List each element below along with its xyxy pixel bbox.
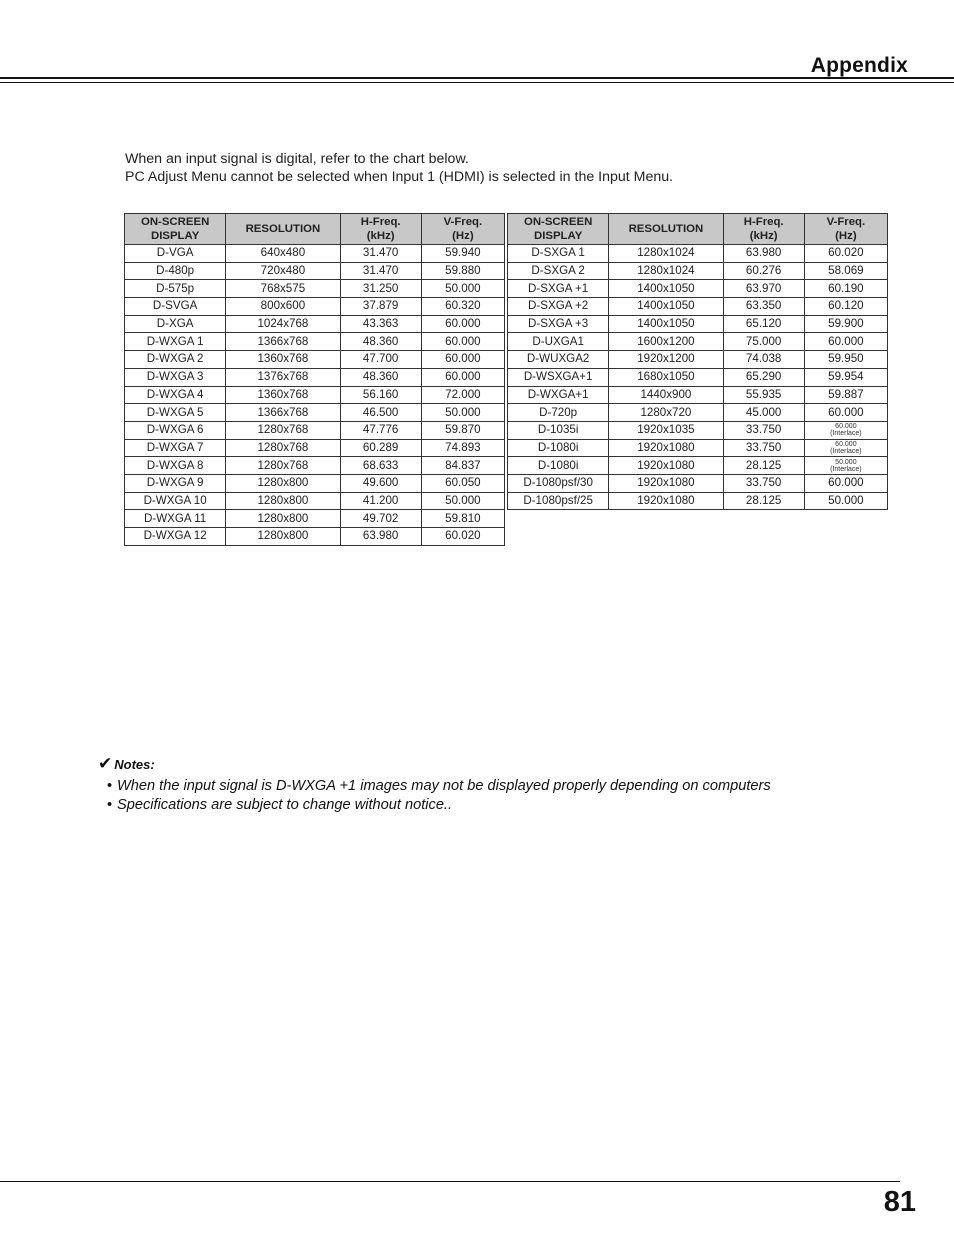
table-row — [125, 280, 505, 298]
cell-on-screen-display: D-WXGA 1 — [125, 333, 226, 351]
cell-on-screen-display: D-1080i — [508, 439, 609, 457]
cell-h-freq: 48.360 — [340, 368, 421, 386]
table-row — [125, 351, 505, 369]
cell-v-freq: 59.954 — [804, 368, 887, 386]
cell-on-screen-display: D-1035i — [508, 421, 609, 439]
cell-on-screen-display: D-SXGA +3 — [508, 315, 609, 333]
cell-resolution: 1680x1050 — [609, 368, 723, 386]
cell-h-freq: 74.038 — [723, 351, 804, 369]
table-row — [125, 474, 505, 492]
table-row — [508, 368, 888, 386]
cell-on-screen-display: D-WXGA 8 — [125, 457, 226, 475]
cell-on-screen-display: D-1080i — [508, 457, 609, 475]
cell-v-freq: 50.000 — [421, 280, 504, 298]
cell-resolution: 1920x1080 — [609, 439, 723, 457]
footer-rule — [0, 1181, 900, 1182]
notes-heading: ✔ Notes: — [98, 754, 155, 773]
cell-resolution: 1360x768 — [226, 351, 340, 369]
cell-resolution: 1280x768 — [226, 439, 340, 457]
cell-h-freq: 63.970 — [723, 280, 804, 298]
cell-resolution: 1280x768 — [226, 421, 340, 439]
table-row — [125, 298, 505, 316]
cell-on-screen-display: D-WXGA+1 — [508, 386, 609, 404]
cell-v-freq: 59.810 — [421, 510, 504, 528]
cell-on-screen-display: D-WXGA 7 — [125, 439, 226, 457]
note-item: • Specifications are subject to change without notice.. — [107, 796, 453, 813]
cell-on-screen-display: D-XGA — [125, 315, 226, 333]
cell-h-freq: 48.360 — [340, 333, 421, 351]
cell-h-freq: 43.363 — [340, 315, 421, 333]
cell-on-screen-display: D-575p — [125, 280, 226, 298]
cell-on-screen-display: D-WXGA 11 — [125, 510, 226, 528]
section-title: Appendix — [810, 54, 908, 77]
table-row — [508, 245, 888, 263]
cell-h-freq: 33.750 — [723, 439, 804, 457]
cell-on-screen-display: D-480p — [125, 262, 226, 280]
cell-resolution: 640x480 — [226, 245, 340, 263]
cell-resolution: 1440x900 — [609, 386, 723, 404]
cell-v-freq: 59.880 — [421, 262, 504, 280]
cell-h-freq: 60.276 — [723, 262, 804, 280]
header-resolution: RESOLUTION — [226, 214, 340, 245]
cell-v-freq: 60.050 — [421, 474, 504, 492]
cell-v-freq: 60.000 (Interlace) — [804, 439, 887, 457]
cell-v-freq: 60.120 — [804, 298, 887, 316]
cell-v-freq: 58.069 — [804, 262, 887, 280]
cell-v-freq: 60.000 — [421, 368, 504, 386]
cell-v-freq: 74.893 — [421, 439, 504, 457]
cell-h-freq: 65.290 — [723, 368, 804, 386]
cell-v-freq: 60.000 — [804, 404, 887, 422]
cell-resolution: 1280x1024 — [609, 262, 723, 280]
intro-text — [125, 150, 673, 186]
cell-resolution: 1280x1024 — [609, 245, 723, 263]
intro-line-2: PC Adjust Menu cannot be selected when Input 1 (HDMI) is selected in the Input Menu. — [125, 169, 674, 185]
table-header-row — [125, 214, 505, 245]
cell-h-freq: 60.289 — [340, 439, 421, 457]
cell-resolution: 1376x768 — [226, 368, 340, 386]
header-h-freq: H-Freq. (kHz) — [340, 214, 421, 245]
header-rule-thin — [0, 82, 954, 83]
header-on-screen-display: ON-SCREEN DISPLAY — [508, 214, 609, 245]
cell-on-screen-display: D-SVGA — [125, 298, 226, 316]
cell-h-freq: 49.600 — [340, 474, 421, 492]
table-row — [508, 298, 888, 316]
cell-resolution: 800x600 — [226, 298, 340, 316]
cell-resolution: 720x480 — [226, 262, 340, 280]
table-row — [508, 315, 888, 333]
cell-v-freq: 60.000 — [421, 333, 504, 351]
cell-on-screen-display: D-WSXGA+1 — [508, 368, 609, 386]
cell-h-freq: 63.980 — [340, 528, 421, 546]
cell-on-screen-display: D-SXGA +1 — [508, 280, 609, 298]
cell-resolution: 1280x800 — [226, 528, 340, 546]
cell-resolution: 1280x800 — [226, 492, 340, 510]
header-h-freq: H-Freq. (kHz) — [723, 214, 804, 245]
header-resolution: RESOLUTION — [609, 214, 723, 245]
table-row — [125, 368, 505, 386]
cell-v-freq: 50.000 (Interlace) — [804, 457, 887, 475]
cell-h-freq: 41.200 — [340, 492, 421, 510]
table-row — [508, 351, 888, 369]
cell-v-freq: 72.000 — [421, 386, 504, 404]
cell-v-freq: 60.000 (Interlace) — [804, 421, 887, 439]
cell-v-freq: 60.320 — [421, 298, 504, 316]
cell-resolution: 1280x768 — [226, 457, 340, 475]
cell-resolution: 1600x1200 — [609, 333, 723, 351]
cell-resolution: 1360x768 — [226, 386, 340, 404]
table-row — [508, 262, 888, 280]
cell-h-freq: 63.980 — [723, 245, 804, 263]
table-row — [125, 262, 505, 280]
note-item: • When the input signal is D-WXGA +1 images may not be displayed properly depending on computers — [107, 778, 771, 794]
cell-resolution: 1280x800 — [226, 510, 340, 528]
cell-resolution: 1920x1200 — [609, 351, 723, 369]
cell-v-freq: 60.020 — [804, 245, 887, 263]
cell-h-freq: 47.776 — [340, 421, 421, 439]
cell-v-freq: 60.190 — [804, 280, 887, 298]
cell-resolution: 1280x720 — [609, 404, 723, 422]
table-row — [125, 457, 505, 475]
cell-h-freq: 56.160 — [340, 386, 421, 404]
cell-resolution: 1280x800 — [226, 474, 340, 492]
signal-table-right — [507, 213, 888, 510]
cell-h-freq: 31.470 — [340, 262, 421, 280]
cell-resolution: 1920x1080 — [609, 457, 723, 475]
cell-v-freq: 60.000 — [804, 333, 887, 351]
table-header-row — [508, 214, 888, 245]
cell-h-freq: 45.000 — [723, 404, 804, 422]
table-row — [125, 315, 505, 333]
cell-resolution: 1400x1050 — [609, 298, 723, 316]
table-row — [508, 404, 888, 422]
cell-on-screen-display: D-SXGA 2 — [508, 262, 609, 280]
cell-h-freq: 47.700 — [340, 351, 421, 369]
table-row — [125, 386, 505, 404]
cell-v-freq: 59.950 — [804, 351, 887, 369]
table-row — [508, 457, 888, 475]
cell-on-screen-display: D-WUXGA2 — [508, 351, 609, 369]
cell-on-screen-display: D-WXGA 6 — [125, 421, 226, 439]
cell-h-freq: 75.000 — [723, 333, 804, 351]
cell-on-screen-display: D-1080psf/25 — [508, 492, 609, 510]
cell-h-freq: 37.879 — [340, 298, 421, 316]
cell-on-screen-display: D-WXGA 3 — [125, 368, 226, 386]
cell-resolution: 1400x1050 — [609, 280, 723, 298]
table-row — [508, 333, 888, 351]
cell-on-screen-display: D-WXGA 12 — [125, 528, 226, 546]
bullet-icon: • — [107, 796, 113, 813]
cell-on-screen-display: D-WXGA 5 — [125, 404, 226, 422]
table-row — [125, 333, 505, 351]
cell-resolution: 1920x1080 — [609, 492, 723, 510]
cell-h-freq: 31.470 — [340, 245, 421, 263]
cell-h-freq: 63.350 — [723, 298, 804, 316]
table-row — [125, 421, 505, 439]
header-v-freq: V-Freq. (Hz) — [421, 214, 504, 245]
table-row — [125, 439, 505, 457]
table-row — [508, 474, 888, 492]
cell-on-screen-display: D-SXGA +2 — [508, 298, 609, 316]
cell-resolution: 1920x1080 — [609, 474, 723, 492]
table-row — [508, 439, 888, 457]
cell-on-screen-display: D-720p — [508, 404, 609, 422]
notes-list — [107, 777, 807, 814]
cell-v-freq: 59.940 — [421, 245, 504, 263]
cell-v-freq: 59.900 — [804, 315, 887, 333]
table-row — [125, 404, 505, 422]
cell-on-screen-display: D-WXGA 4 — [125, 386, 226, 404]
cell-resolution: 1920x1035 — [609, 421, 723, 439]
table-row — [125, 510, 505, 528]
cell-v-freq: 60.020 — [421, 528, 504, 546]
cell-resolution: 1400x1050 — [609, 315, 723, 333]
check-icon: ✔ — [98, 754, 113, 773]
cell-resolution: 1366x768 — [226, 404, 340, 422]
cell-h-freq: 55.935 — [723, 386, 804, 404]
cell-on-screen-display: D-1080psf/30 — [508, 474, 609, 492]
table-row — [125, 492, 505, 510]
cell-resolution: 768x575 — [226, 280, 340, 298]
cell-h-freq: 28.125 — [723, 457, 804, 475]
table-row — [125, 245, 505, 263]
cell-v-freq: 60.000 — [421, 315, 504, 333]
intro-line-1: When an input signal is digital, refer to the chart below. — [125, 151, 469, 167]
cell-h-freq: 65.120 — [723, 315, 804, 333]
cell-v-freq: 59.870 — [421, 421, 504, 439]
table-row — [508, 421, 888, 439]
table-row — [125, 528, 505, 546]
header-on-screen-display: ON-SCREEN DISPLAY — [125, 214, 226, 245]
table-row — [508, 280, 888, 298]
signal-table-left — [124, 213, 505, 546]
cell-v-freq: 50.000 — [804, 492, 887, 510]
cell-on-screen-display: D-WXGA 10 — [125, 492, 226, 510]
header-v-freq: V-Freq. (Hz) — [804, 214, 887, 245]
cell-v-freq: 60.000 — [804, 474, 887, 492]
cell-v-freq: 59.887 — [804, 386, 887, 404]
cell-v-freq: 84.837 — [421, 457, 504, 475]
cell-on-screen-display: D-WXGA 9 — [125, 474, 226, 492]
page-number: 81 — [883, 1186, 916, 1218]
cell-on-screen-display: D-UXGA1 — [508, 333, 609, 351]
cell-h-freq: 49.702 — [340, 510, 421, 528]
cell-on-screen-display: D-VGA — [125, 245, 226, 263]
cell-h-freq: 28.125 — [723, 492, 804, 510]
table-row — [508, 386, 888, 404]
cell-v-freq: 60.000 — [421, 351, 504, 369]
table-row — [508, 492, 888, 510]
cell-h-freq: 33.750 — [723, 474, 804, 492]
cell-h-freq: 31.250 — [340, 280, 421, 298]
bullet-icon: • — [107, 778, 113, 794]
cell-on-screen-display: D-SXGA 1 — [508, 245, 609, 263]
cell-resolution: 1366x768 — [226, 333, 340, 351]
cell-v-freq: 50.000 — [421, 404, 504, 422]
cell-resolution: 1024x768 — [226, 315, 340, 333]
cell-on-screen-display: D-WXGA 2 — [125, 351, 226, 369]
cell-h-freq: 68.633 — [340, 457, 421, 475]
cell-v-freq: 50.000 — [421, 492, 504, 510]
cell-h-freq: 46.500 — [340, 404, 421, 422]
cell-h-freq: 33.750 — [723, 421, 804, 439]
